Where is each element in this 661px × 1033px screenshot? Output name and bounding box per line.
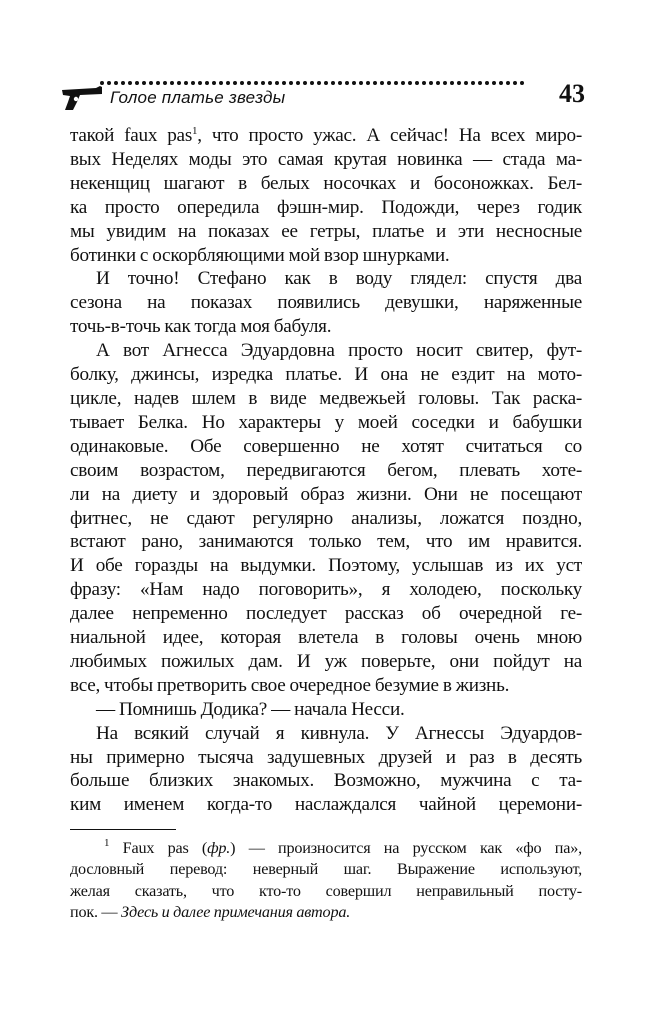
text-line: любимых пожилых дам. И уж поверьте, они пойдут на [70, 650, 582, 672]
footnote-line: $^1$ Faux pas (фр.) — произносится на русском как «фо па», [104, 837, 582, 857]
text-line: все, чтобы претворить свое очередное безумие в жизнь. [70, 674, 510, 696]
text-line: больше близких знакомых. Возможно, мужчина с та- [70, 770, 582, 792]
footnote-separator [70, 829, 176, 830]
footnote-line: дословный перевод: неверный шаг. Выражение используют, [70, 860, 582, 879]
text-line: вых Неделях моды это самая крутая новинка — стада ма- [70, 148, 582, 170]
running-header [60, 72, 585, 116]
footnote-marker: 1 [104, 837, 110, 849]
text-line: ка просто опередила фэшн-мир. Подожди, через годик [70, 196, 582, 218]
revolver-icon [60, 84, 104, 112]
text-line: — Помнишь Додика? — начала Несси. [96, 698, 405, 720]
text-line: такой faux pas$^1$, что просто ужас. А сейчас! На всех миро- [70, 125, 582, 146]
text-line: точь-в-точь как тогда моя бабуля. [70, 316, 332, 338]
text-line: мы увидим на показах ее гетры, платье и эти несносные [70, 220, 582, 242]
header-dotted-rule [100, 80, 525, 86]
footnote-ref: 1 [192, 125, 198, 137]
text-line: цикле, надев шлем в виде медвежьей головы. Так раска- [70, 387, 582, 409]
footnote-line: пок. — Здесь и далее примечания автора. [70, 903, 351, 922]
text-line: А вот Агнесса Эдуардовна просто носит свитер, фут- [96, 340, 582, 362]
text-line: сезона на показах появились девушки, наряженные [70, 292, 582, 314]
text-line: На всякий случай я кивнула. У Агнессы Эдуардов- [96, 722, 582, 744]
text-line: И обе горазды на выдумки. Поэтому, услышав из их уст [70, 555, 582, 577]
page-number: 43 [559, 79, 585, 108]
footnote [70, 838, 582, 924]
text-line: ниальной идее, которая влетела в головы очень мною [70, 627, 582, 649]
text-line: И точно! Стефано как в воду глядел: спустя два [96, 268, 582, 290]
footnote-line: желая сказать, что кто-то совершил неправильный посту- [70, 881, 582, 900]
text-line: фразу: «Нам надо поговорить», я холодею, поскольку [70, 579, 582, 601]
text-line: болку, джинсы, изредка платье. И она не ездит на мото- [70, 364, 582, 386]
text-line: ким именем когда-то наслаждался чайной церемони- [70, 794, 582, 816]
text-line: ботинки с оскорбляющими мой взор шнурками. [70, 244, 450, 266]
body-text [70, 124, 582, 817]
text-line: встают рано, занимаются только тем, что им нравится. [70, 531, 582, 553]
text-line: одинаковые. Обе совершенно не хотят считаться со [70, 435, 582, 457]
running-title: Голое платье звезды [110, 88, 286, 107]
text-line: далее непременно последует рассказ об очередной ге- [70, 603, 582, 625]
text-line: ли на диету и здоровый образ жизни. Они не посещают [70, 483, 582, 505]
text-line: тывает Белка. Но характеры у моей соседки и бабушки [70, 411, 582, 433]
text-line: своим возрастом, передвигаются бегом, плевать хоте- [70, 459, 582, 481]
text-line: некенщиц шагают в белых носочках и босоножках. Бел- [70, 172, 582, 194]
text-line: фитнес, не сдают регулярно анализы, ложатся поздно, [70, 507, 582, 529]
text-line: ны примерно тысяча задушевных друзей и раз в десять [70, 746, 582, 768]
